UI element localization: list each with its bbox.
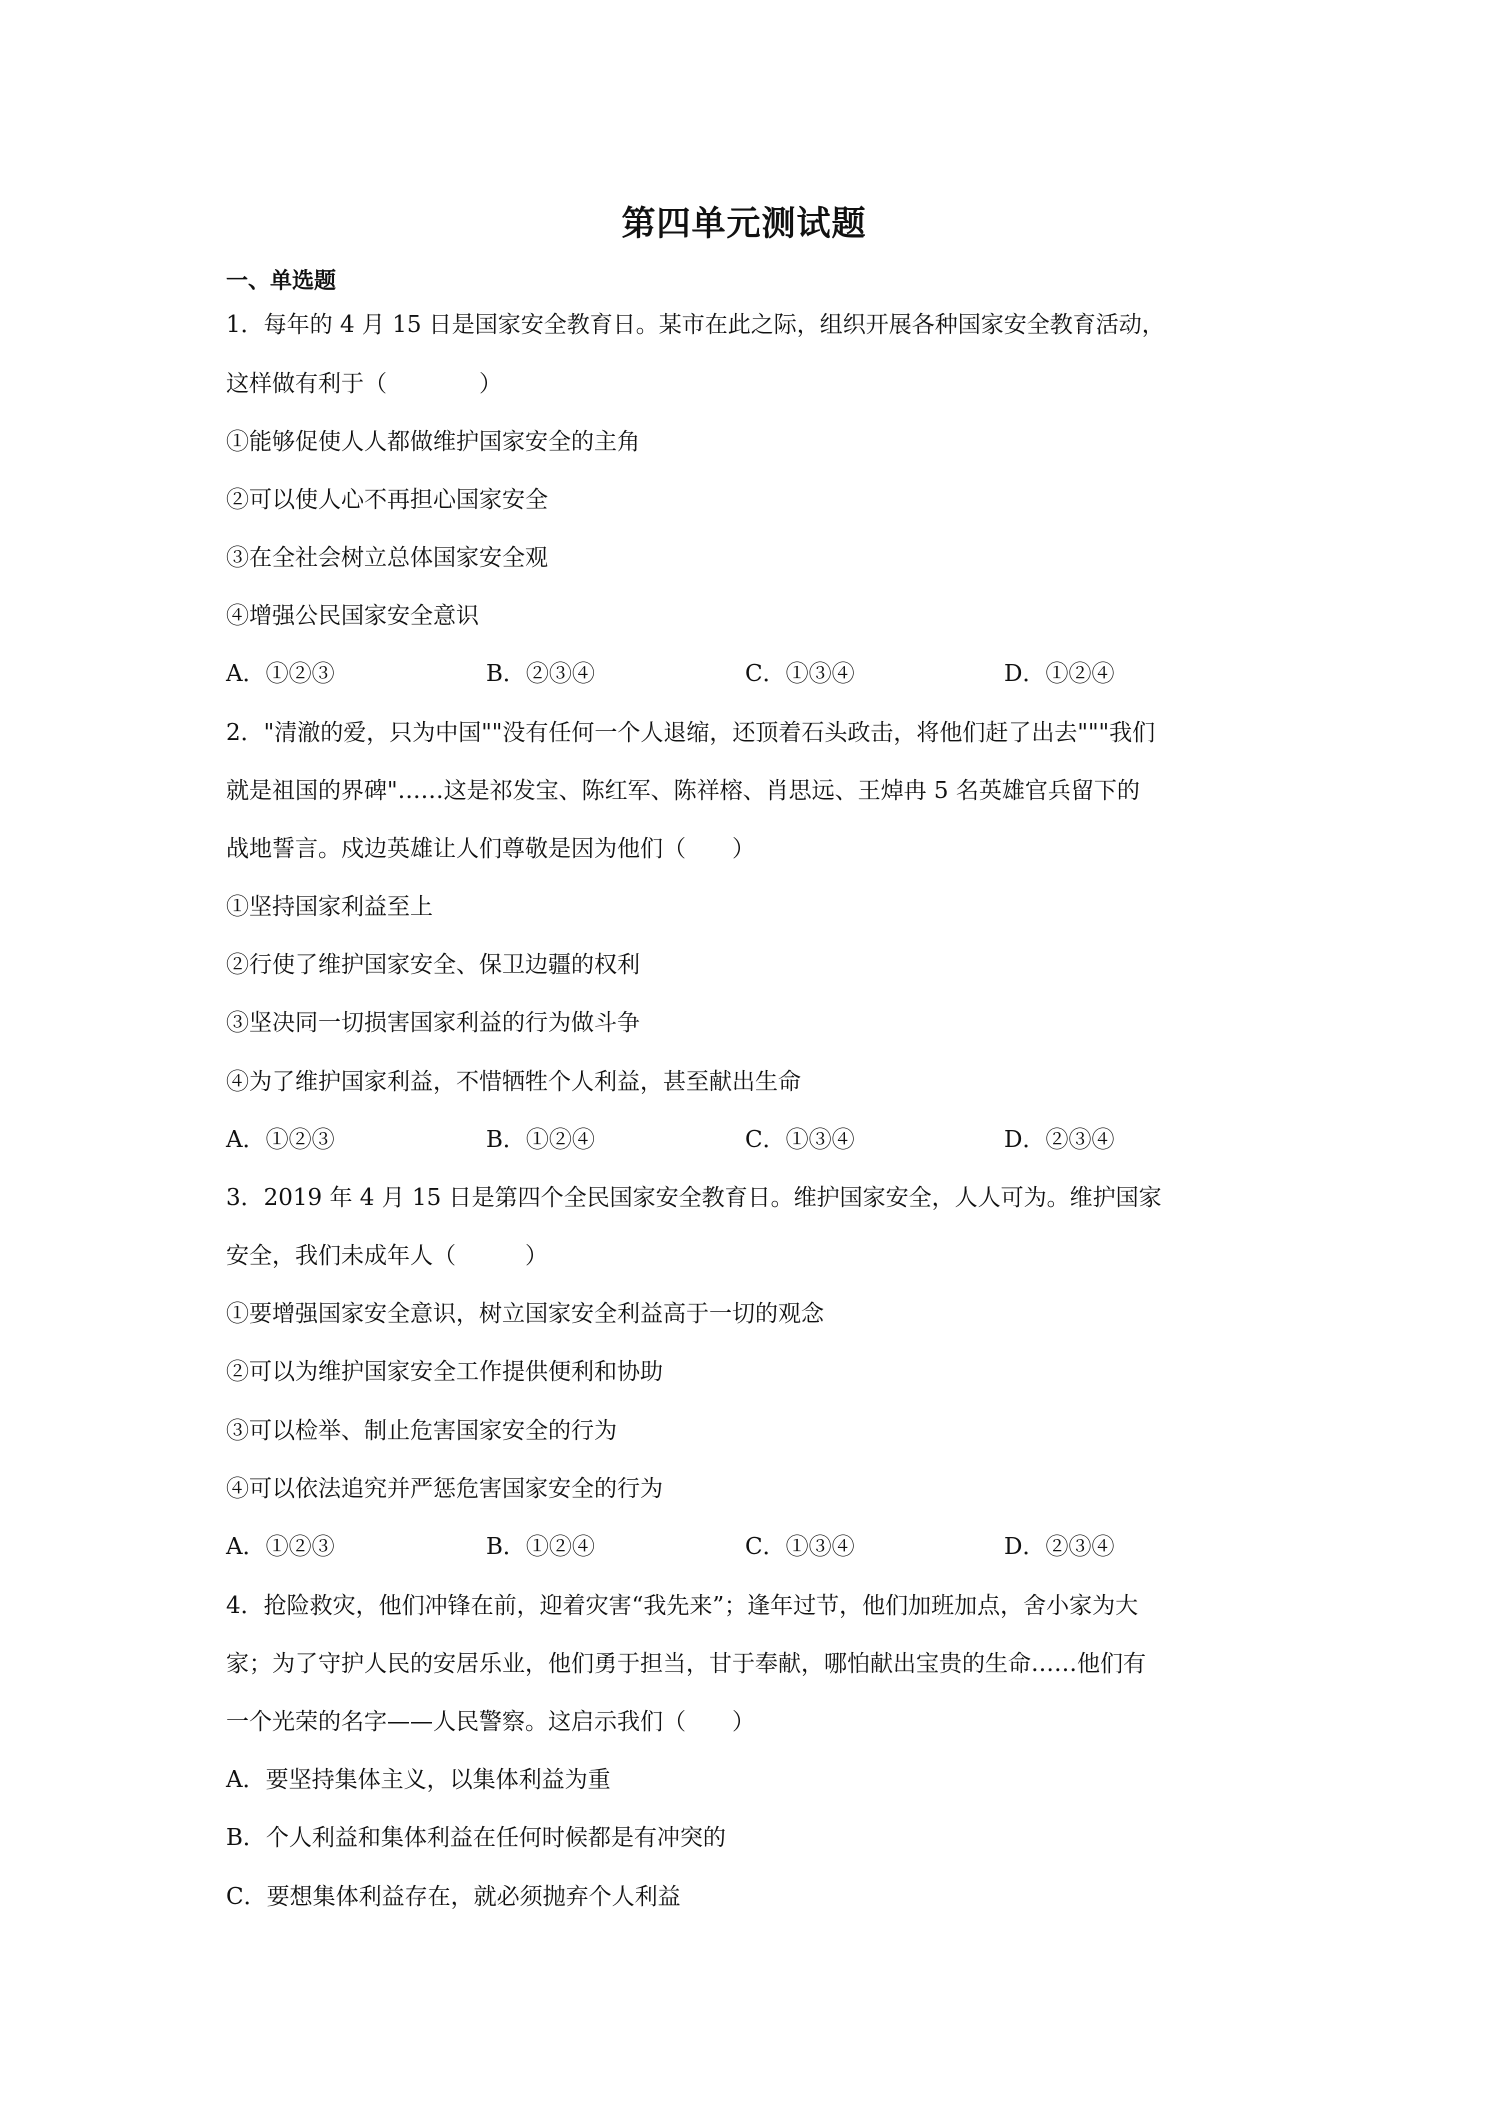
option-a: A．①②③ <box>226 1534 335 1560</box>
question-stem-line: 就是祖国的界碑"……这是祁发宝、陈红军、陈祥榕、肖思远、王焯冉 5 名英雄官兵留下的 <box>226 778 1140 804</box>
answer-options <box>226 1125 1266 1155</box>
option-c: C．①③④ <box>745 1127 855 1153</box>
option-b: B．个人利益和集体利益在任何时候都是有冲突的 <box>226 1825 726 1851</box>
statement-item: ③在全社会树立总体国家安全观 <box>226 545 548 571</box>
option-c: C．①③④ <box>745 661 855 687</box>
statement-item: ③可以检举、制止危害国家安全的行为 <box>226 1418 617 1444</box>
option-c: C．要想集体利益存在，就必须抛弃个人利益 <box>226 1884 681 1910</box>
question-stem-line: 家；为了守护人民的安居乐业，他们勇于担当，甘于奉献，哪怕献出宝贵的生命……他们有 <box>226 1651 1146 1677</box>
statement-item: ①能够促使人人都做维护国家安全的主角 <box>226 429 640 455</box>
question-stem-line: 安全，我们未成年人（ ） <box>226 1243 548 1269</box>
question-stem-line: 3．2019 年 4 月 15 日是第四个全民国家安全教育日。维护国家安全，人人可为。维护国家 <box>226 1185 1162 1211</box>
answer-options <box>226 1532 1266 1562</box>
option-b: B．①②④ <box>486 1127 595 1153</box>
page-title: 第四单元测试题 <box>621 204 867 244</box>
statement-item: ①要增强国家安全意识，树立国家安全利益高于一切的观念 <box>226 1301 824 1327</box>
option-d: D．①②④ <box>1004 661 1115 687</box>
option-a: A．要坚持集体主义，以集体利益为重 <box>226 1767 611 1793</box>
option-c: C．①③④ <box>745 1534 855 1560</box>
statement-item: ①坚持国家利益至上 <box>226 894 433 920</box>
section-heading: 一、单选题 <box>226 269 337 294</box>
statement-item: ③坚决同一切损害国家利益的行为做斗争 <box>226 1010 640 1036</box>
answer-options <box>226 659 1266 689</box>
statement-item: ④可以依法追究并严惩危害国家安全的行为 <box>226 1476 663 1502</box>
option-d: D．②③④ <box>1004 1127 1115 1153</box>
statement-item: ④增强公民国家安全意识 <box>226 603 479 629</box>
question-stem-line: 一个光荣的名字——人民警察。这启示我们（ ） <box>226 1709 755 1735</box>
question-stem-line: 战地誓言。戍边英雄让人们尊敬是因为他们（ ） <box>226 836 755 862</box>
option-a: A．①②③ <box>226 661 335 687</box>
question-stem-line: 4．抢险救灾，他们冲锋在前，迎着灾害“我先来”；逢年过节，他们加班加点，舍小家为大 <box>226 1593 1139 1619</box>
option-b: B．②③④ <box>486 661 595 687</box>
statement-item: ②可以为维护国家安全工作提供便利和协助 <box>226 1359 663 1385</box>
option-d: D．②③④ <box>1004 1534 1115 1560</box>
statement-item: ②可以使人心不再担心国家安全 <box>226 487 548 513</box>
question-stem-line: 2．"清澈的爱，只为中国""没有任何一个人退缩，还顶着石头政击，将他们赶了出去"""我们 <box>226 720 1156 746</box>
question-stem-line: 1．每年的 4 月 15 日是国家安全教育日。某市在此之际，组织开展各种国家安全教育活动， <box>226 312 1165 338</box>
statement-item: ②行使了维护国家安全、保卫边疆的权利 <box>226 952 640 978</box>
statement-item: ④为了维护国家利益，不惜牺牲个人利益，甚至献出生命 <box>226 1069 801 1095</box>
option-a: A．①②③ <box>226 1127 335 1153</box>
option-b: B．①②④ <box>486 1534 595 1560</box>
question-stem-line: 这样做有利于（ ） <box>226 371 502 397</box>
